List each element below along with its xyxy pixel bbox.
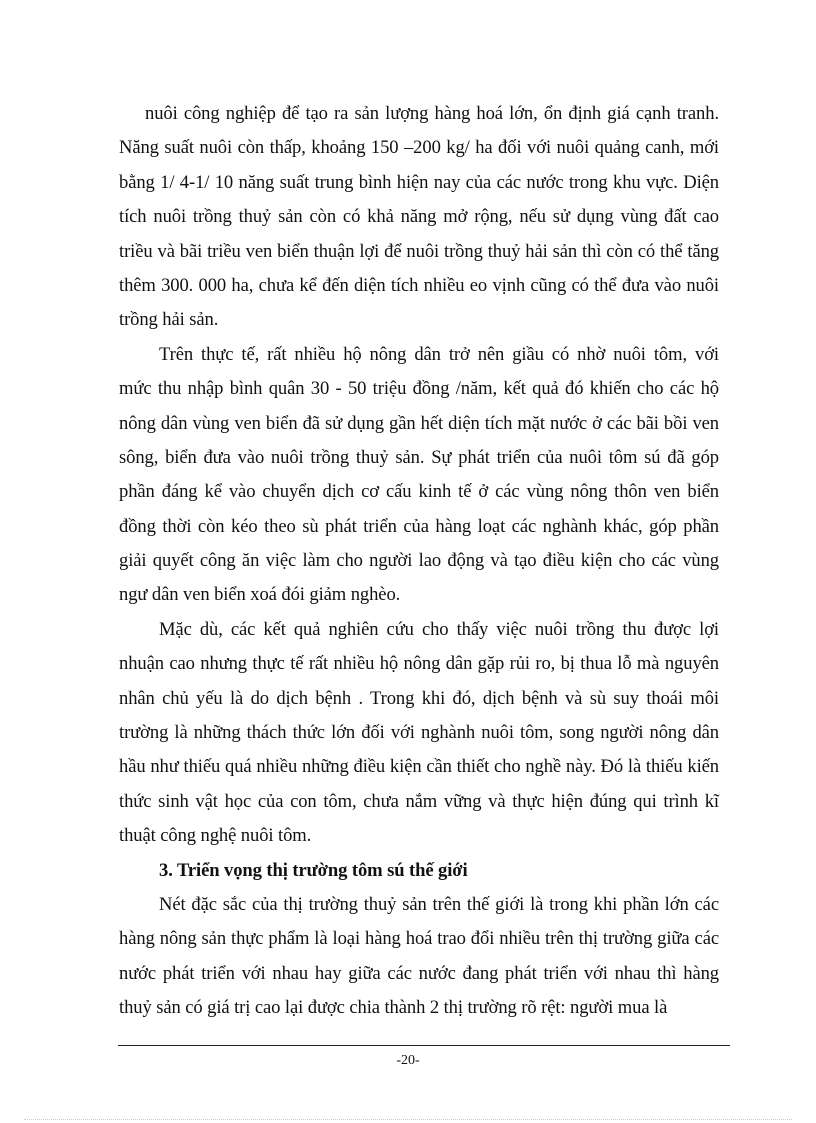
text-line: nông dân vùng ven biển đã sử dụng gần hết diện tích mặt nước ở các bãi bồi ven xyxy=(119,412,719,434)
text-line: hầu như thiếu quá nhiều những điều kiện cần thiết cho nghề này. Đó là thiếu kiến xyxy=(119,756,719,778)
text-line: nước phát triển với nhau hay giữa các nước đang phát triển với nhau thì hàng xyxy=(119,962,719,984)
text-line: Trên thực tế, rất nhiều hộ nông dân trở nên giầu có nhờ nuôi tôm, với xyxy=(159,343,719,365)
text-line: trường là những thách thức lớn đối với nghành nuôi tôm, song người nông dân xyxy=(119,722,719,744)
text-line: triều và bãi triều ven biển thuận lợi để nuôi trồng thuỷ hải sản thì còn có thể tăng xyxy=(119,240,719,262)
text-line: Năng suất nuôi còn thấp, khoảng 150 –200 kg/ ha đối với nuôi quảng canh, mới xyxy=(119,137,719,159)
footer-divider xyxy=(118,1045,730,1046)
text-line: mức thu nhập bình quân 30 - 50 triệu đồng /năm, kết quả đó khiến cho các hộ xyxy=(119,378,719,400)
text-line: nuôi công nghiệp để tạo ra sản lượng hàng hoá lớn, ổn định giá cạnh tranh. xyxy=(145,103,719,124)
text-line: sông, biển đưa vào nuôi trồng thuỷ sản. Sự phát triển của nuôi tôm sú đã góp xyxy=(119,446,719,468)
text-line: phần đáng kể vào chuyển dịch cơ cấu kinh tế ở các vùng nông thôn ven biển xyxy=(119,481,719,503)
text-line: Nét đặc sắc của thị trường thuỷ sản trên thế giới là trong khi phần lớn các xyxy=(159,893,719,915)
page-number: -20- xyxy=(396,1053,420,1068)
text-line: đồng thời còn kéo theo sù phát triển của hàng loạt các nghành khác, góp phần xyxy=(119,515,719,537)
text-line: giải quyết công ăn việc làm cho người lao động và tạo điều kiện cho các vùng xyxy=(119,550,719,572)
section-heading: 3. Triển vọng thị trường tôm sú thế giới xyxy=(159,859,468,881)
body-text xyxy=(119,97,719,1026)
text-line: Mặc dù, các kết quả nghiên cứu cho thấy việc nuôi trồng thu được lợi xyxy=(159,618,719,640)
page-bottom-edge xyxy=(24,1119,792,1120)
text-line: thuật công nghệ nuôi tôm. xyxy=(119,825,312,847)
text-line: nhân chủ yếu là do dịch bệnh . Trong khi đó, dịch bệnh và sù suy thoái môi xyxy=(119,687,719,709)
text-line: thức sinh vật học của con tôm, chưa nắm vững và thực hiện đúng qui trình kĩ xyxy=(119,790,719,812)
text-line: ngư dân ven biển xoá đói giảm nghèo. xyxy=(119,584,401,606)
text-line: thuỷ sản có giá trị cao lại được chia thành 2 thị trường rõ rệt: người mua là xyxy=(119,997,668,1019)
text-line: hàng nông sản thực phẩm là loại hàng hoá trao đổi nhiều trên thị trường giữa các xyxy=(119,928,719,950)
text-line: nhuận cao nhưng thực tế rất nhiều hộ nông dân gặp rủi ro, bị thua lỗ mà nguyên xyxy=(119,653,719,675)
text-line: thêm 300. 000 ha, chưa kể đến diện tích nhiều eo vịnh cũng có thể đưa vào nuôi xyxy=(119,274,719,296)
text-line: trồng hải sản. xyxy=(119,309,219,331)
text-line: tích nuôi trồng thuỷ sản còn có khả năng mở rộng, nếu sử dụng vùng đất cao xyxy=(119,206,719,228)
text-line: bằng 1/ 4-1/ 10 năng suất trung bình hiện nay của các nước trong khu vực. Diện xyxy=(119,171,719,193)
